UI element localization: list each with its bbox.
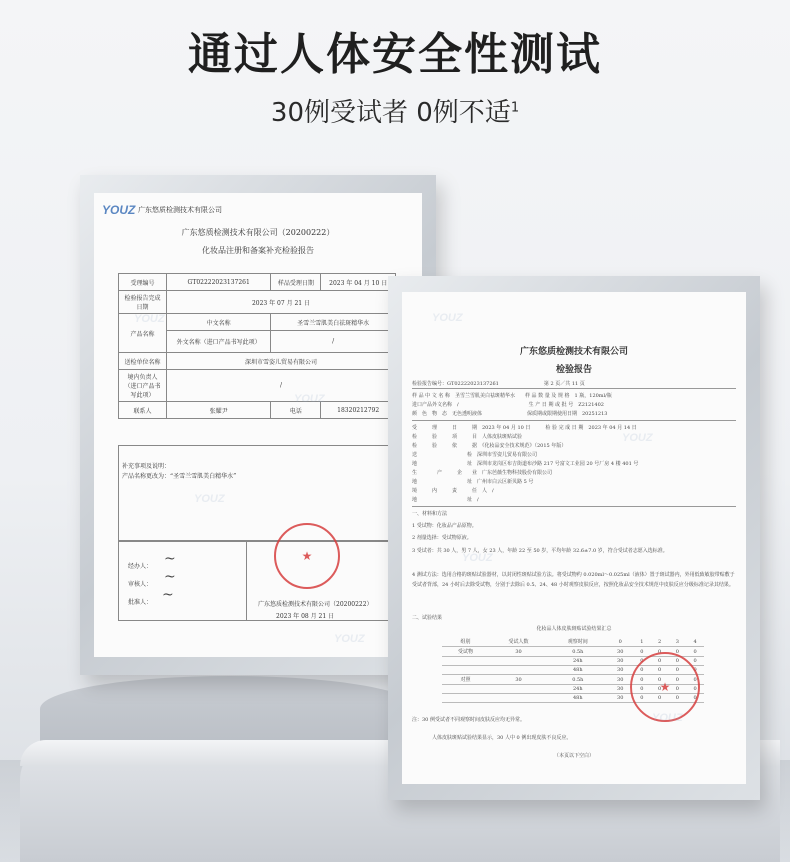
cell: 0 — [686, 694, 704, 703]
watermark-logo: YOUZ — [652, 712, 683, 724]
cell: 0 — [686, 666, 704, 675]
logo-company: 广东悠质检测技术有限公司 — [138, 206, 222, 214]
rule — [412, 506, 736, 507]
cell: 样品受理日期 — [271, 274, 321, 291]
right-report-paper — [402, 292, 746, 784]
cell: 中文名称 — [167, 314, 271, 331]
cell: 0 — [686, 685, 704, 694]
report-line: 二、试验结果 — [412, 615, 443, 621]
report-title: 检验报告 — [555, 365, 592, 375]
report-line: 4 测试方法：选用合格的斑贴试验器材，以封闭性斑贴试验方法。将受试物约 0.020ml～0.025ml（液体）置于斑试器内，外用低致敏胶带贴敷于受试者背部，24 小时后去除受试物，分别于去除后 0.5、24、48 小时观察皮肤反应，按照化妆品安全技术规范中皮肤反应分级标准记录其结果。 — [412, 572, 735, 588]
watermark-logo: YOUZ — [294, 393, 325, 405]
cell: 30 — [489, 675, 548, 685]
cell: 0 — [686, 647, 704, 657]
cell: GT02222023137261 — [167, 274, 271, 291]
cell: 0 — [651, 647, 669, 657]
rule — [412, 388, 736, 389]
report-line: 地 址 深圳市龙岗区布吉街道布沙路 217 号富文工业园 20 号厂房 4 楼 401 号 — [412, 461, 639, 467]
results-table-title: 化妆品人体皮肤斑贴试验结果汇总 — [536, 626, 612, 632]
cell: 受试物 — [442, 647, 489, 657]
cell: 30 — [607, 666, 633, 675]
cell: 0 — [668, 675, 686, 685]
report-line: 颜 色 物 态 无色透明液体 保质期或限期使用日期 20251213 — [412, 411, 608, 417]
report-line: 送 检 深圳市雪姿儿贸易有限公司 — [412, 452, 538, 458]
report-line: 2 剂量选择：受试物原液。 — [412, 535, 472, 541]
footnote-mark: 1 — [510, 100, 520, 116]
official-stamp — [274, 523, 340, 589]
left-info-table — [118, 273, 396, 419]
cell: 0 — [668, 666, 686, 675]
table-row — [119, 274, 396, 291]
header-cell: 观察时间 — [548, 637, 607, 647]
cell — [442, 694, 489, 703]
signature-divider — [246, 541, 247, 621]
cell: 30 — [489, 647, 548, 657]
footer-date: 2023 年 08 月 21 日 — [276, 613, 335, 620]
watermark-logo: YOUZ — [134, 313, 165, 325]
report-line: 3 受试者：共 30 人，男 7 人，女 23 人，年龄 22 至 50 岁，平均年龄 32.6±7.0 岁，符合受试者志愿入选标准。 — [412, 548, 668, 554]
cell: 0.5h — [548, 647, 607, 657]
cell: 18320212792 — [321, 402, 396, 419]
cell: 送检单位名称 — [119, 353, 167, 370]
cell: 电话 — [271, 402, 321, 419]
cell: 48h — [548, 694, 607, 703]
watermark-logo: YOUZ — [432, 312, 463, 324]
report-line: 境 内 责 任 人 / — [412, 488, 494, 494]
signer-reviewer-label: 审核人： — [128, 581, 153, 588]
report-line: 1 受试物：化妆品产品原物。 — [412, 523, 477, 529]
watermark-logo: YOUZ — [334, 633, 365, 645]
report-line: 地 址 / — [412, 497, 479, 503]
cell: 对照 — [442, 675, 489, 685]
left-certificate-frame — [80, 175, 436, 675]
header-cell: 4 — [686, 637, 704, 647]
cell: 0 — [633, 666, 651, 675]
table-header-row — [442, 637, 704, 647]
right-report-frame — [388, 276, 760, 800]
cell: 深圳市雪姿儿贸易有限公司 — [167, 353, 396, 370]
cell — [489, 685, 548, 694]
cell: / — [167, 370, 396, 402]
cell — [442, 666, 489, 675]
supplement-label: 补充事项及说明： — [122, 463, 171, 470]
cell: 0 — [651, 694, 669, 703]
report-line: 检 验 依 据 《化妆品安全技术规范》（2015 年版） — [412, 443, 567, 449]
header-cell: 3 — [668, 637, 686, 647]
cell: 0 — [651, 657, 669, 666]
cell: 张耀尹 — [167, 402, 271, 419]
signature-scrawl: ~ — [164, 551, 176, 567]
cell: 30 — [607, 675, 633, 685]
cell: 0 — [633, 657, 651, 666]
header-cell: 受试人数 — [489, 637, 548, 647]
signature-scrawl: ~ — [162, 587, 174, 603]
report-line: 样 品 中 文 名 称 圣雪兰雪肌美白祛斑精华水 样 品 数 量 及 规 格 1 瓶，120ml/瓶 — [412, 393, 612, 399]
cell: 0 — [668, 694, 686, 703]
cell: / — [271, 331, 396, 353]
cell: 30 — [607, 647, 633, 657]
footer-company: 广东悠质检测技术有限公司（20200222） — [258, 601, 373, 608]
subline — [0, 92, 790, 129]
table-row — [119, 370, 396, 402]
report-line: 生 产 企 业 广东芭薇生物科技股份有限公司 — [412, 470, 553, 476]
cell: 0 — [686, 675, 704, 685]
logo: YOUZ — [102, 203, 136, 217]
report-end-note: （本页以下空白） — [553, 753, 594, 759]
cell — [489, 666, 548, 675]
headline: 通过人体安全性测试 — [188, 29, 602, 80]
signature-box — [118, 541, 396, 621]
signer-handler-label: 经办人： — [128, 563, 153, 570]
left-certificate-paper — [94, 193, 422, 657]
table-row — [119, 402, 396, 419]
cell: 0 — [668, 657, 686, 666]
report-line: 检 验 项 目 人体皮肤斑贴试验 — [412, 434, 523, 440]
report-line: 受 理 日 期 2023 年 04 月 10 日 检 验 完 成 日 期 2023 年 04 月 14 日 — [412, 425, 637, 431]
rule — [412, 420, 736, 421]
cell: 24h — [548, 657, 607, 666]
cell: 受理编号 — [119, 274, 167, 291]
cell: 48h — [548, 666, 607, 675]
cell: 0.5h — [548, 675, 607, 685]
header-cell: 组别 — [442, 637, 489, 647]
left-doc-subtitle: 化妆品注册和备案补充检验报告 — [202, 246, 314, 255]
cell — [489, 657, 548, 666]
cell — [442, 685, 489, 694]
supplement-text: 产品名称更改为：“圣雪兰雪肌美白精华水” — [122, 473, 237, 480]
cell: 圣雪兰雪肌美白祛斑精华水 — [271, 314, 396, 331]
cell: 30 — [607, 657, 633, 666]
watermark-logo: YOUZ — [462, 552, 493, 564]
header-cell: 1 — [633, 637, 651, 647]
cell: 0 — [668, 647, 686, 657]
cell: 0 — [651, 675, 669, 685]
report-note: 注：30 例受试者不同观察时间皮肤反应均无异常。 — [412, 717, 525, 723]
watermark-logo: YOUZ — [194, 493, 225, 505]
cell: 2023 年 04 月 10 日 — [321, 274, 396, 291]
header-cell: 2 — [651, 637, 669, 647]
cell: 0 — [651, 685, 669, 694]
cell: 0 — [686, 657, 704, 666]
cell — [442, 657, 489, 666]
cell: 外文名称（进口产品书写此项） — [167, 331, 271, 353]
table-row — [119, 291, 396, 314]
report-company: 广东悠质检测技术有限公司 — [519, 347, 628, 357]
cell: 30 — [607, 694, 633, 703]
cell: 0 — [633, 685, 651, 694]
cell: 0 — [633, 675, 651, 685]
cell: 产品名称 — [119, 314, 167, 353]
signer-approver-label: 批准人： — [128, 599, 153, 606]
signature-scrawl: ~ — [164, 569, 176, 585]
report-conclusion: 人体皮肤斑贴试验结果显示，30 人中 0 例出现皮肤不良反应。 — [432, 735, 572, 741]
cell: 0 — [633, 694, 651, 703]
cell: 0 — [651, 666, 669, 675]
subline-text: 30例受试者 0例不适 — [270, 98, 511, 128]
cell: 0 — [633, 647, 651, 657]
report-line: 进口产品外文名称 / 生 产 日 期 或 批 号 Z2121402 — [412, 402, 604, 408]
header-cell: 0 — [607, 637, 633, 647]
report-meta: 检验报告编号：GT02222023137261 第 2 页／共 11 页 — [412, 381, 585, 387]
cell: 0 — [668, 685, 686, 694]
cell: 联系人 — [119, 402, 167, 419]
left-doc-title: 广东悠质检测技术有限公司（20200222） — [181, 228, 335, 237]
watermark-logo: YOUZ — [622, 432, 653, 444]
supplement-box — [118, 445, 396, 541]
cell — [489, 694, 548, 703]
report-line: 一、材料和方法 — [412, 511, 448, 517]
cell: 检验报告完成日期 — [119, 291, 167, 314]
cell: 2023 年 07 月 21 日 — [167, 291, 396, 314]
table-row — [119, 353, 396, 370]
cell: 24h — [548, 685, 607, 694]
cell: 30 — [607, 685, 633, 694]
report-line: 地 址 广州市白云区新贝路 5 号 — [412, 479, 534, 485]
cell: 境内负责人（进口产品书写此项） — [119, 370, 167, 402]
